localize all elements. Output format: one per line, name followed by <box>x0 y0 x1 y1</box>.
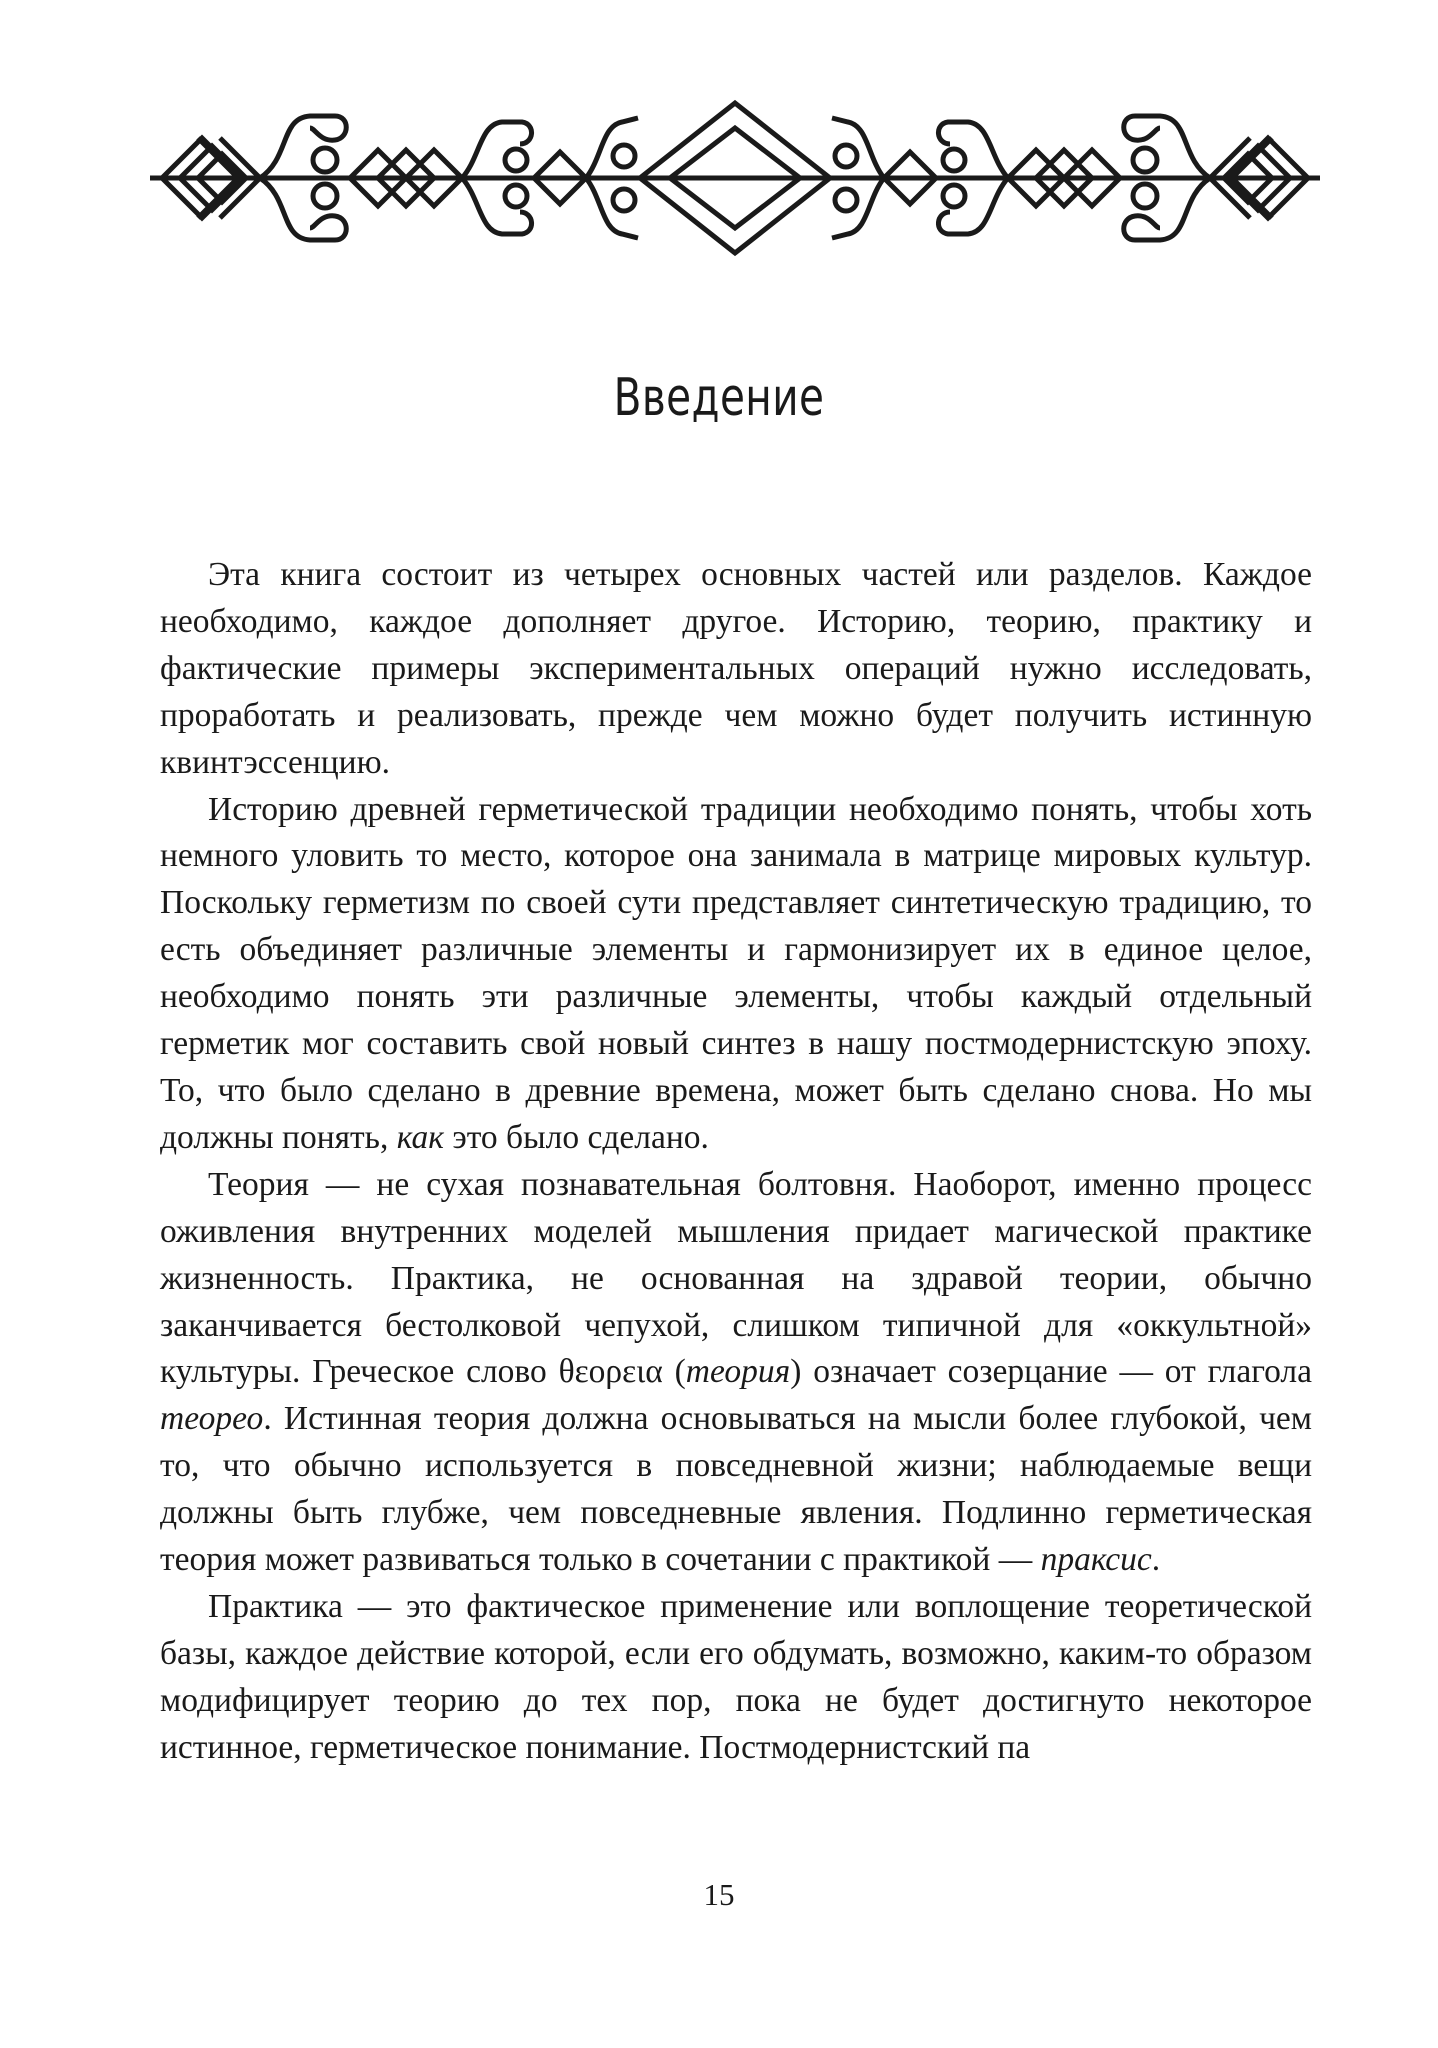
italic-term: праксис <box>1040 1541 1152 1579</box>
ornament-divider-icon <box>150 98 1320 258</box>
text-run: Историю древней герметической традиции необходимо понять, чтобы хоть немного уловить то место, которое она занимала в матрице мировых культур. Поскольку герметизм по своей сути представляет синтетическую традицию, то есть объединяет различные элементы и гармонизирует их в единое целое, необходимо понять эти различные элементы, чтобы каждый отдельный герметик мог составить свой новый синтез в нашу постмодернистскую эпоху. То, что было сделано в древние времена, может быть сделано снова. Но мы должны понять, <box>160 790 1312 1156</box>
text-run: Теория — не сухая познавательная болтовня. Наоборот, именно процесс оживления внутренних моделей мышления придает магической практике жизненность. Практика, не основанная на здравой теории, обычно заканчивается бестолковой чепухой, слишком типичной для «оккультной» культуры. Греческое слово θεορεια ( <box>160 1165 1312 1391</box>
chapter-title: Введение <box>613 368 825 428</box>
paragraph <box>160 1584 1312 1772</box>
text-run: Практика — это фактическое применение или воплощение теоретической базы, каждое действие которой, если его обдумать, возможно, каким-то образом модифицирует теорию до тех пор, пока не будет достигнуто некоторое истинное, герметическое понимание. Постмодернистский па <box>160 1587 1312 1766</box>
paragraph <box>160 1162 1312 1584</box>
text-run: Эта книга состоит из четырех основных частей или разделов. Каждое необходимо, каждое дополняет другое. Историю, теорию, практику и фактические примеры экспериментальных операций нужно исследовать, проработать и реализовать, прежде чем можно будет получить истинную квинтэссенцию. <box>160 556 1312 781</box>
paragraph <box>160 552 1312 787</box>
text-run: . <box>1151 1541 1161 1579</box>
italic-term: теорео <box>160 1400 264 1438</box>
italic-term: теория <box>685 1353 791 1391</box>
page-number: 15 <box>703 1877 735 1912</box>
paragraph <box>160 787 1312 1162</box>
body-text <box>160 552 1312 1772</box>
text-run: ) означает созерцание — от глагола <box>790 1353 1312 1391</box>
italic-term: как <box>396 1118 444 1156</box>
text-run: это было сделано. <box>443 1118 709 1156</box>
text-run: . Истинная теория должна основываться на мысли более глубокой, чем то, что обычно используется в повседневной жизни; наблюдаемые вещи должны быть глубже, чем повседневные явления. Подлинно герметическая теория может развиваться только в сочетании с практикой — <box>160 1400 1312 1579</box>
